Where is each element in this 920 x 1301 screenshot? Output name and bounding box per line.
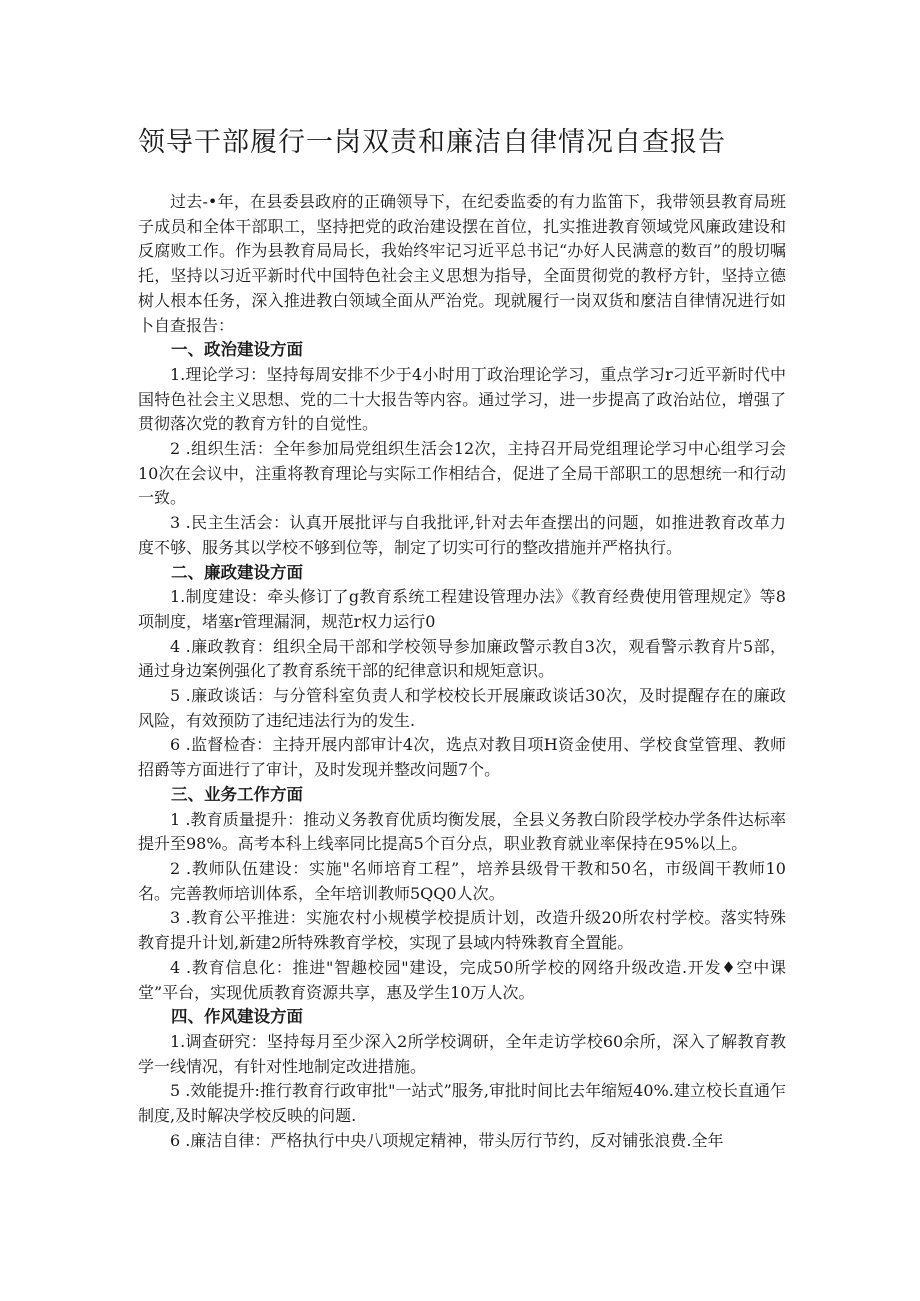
list-item: 4 .教育信息化：推进"智趣校园"建设，完成50所学校的网络升级改造.开发♦空中课堂”平台，实现优质教育资源共享，惠及学生10万人次。 xyxy=(138,957,786,1002)
section-work-style xyxy=(138,1005,786,1153)
list-item: 3 .民主生活会：认真开展批评与自我批评,针对去年查摆出的问题，如推进教育改革力度不够、服务其以学校不够到位等，制定了切实可行的整改措施并严格执行。 xyxy=(138,513,786,557)
list-item: 5 .廉政谈话：与分管科室负责人和学校校长开展廉政谈话30次，及时提醒存在的廉政风险，有效预防了违纪违法行为的发生. xyxy=(138,686,786,730)
section-political xyxy=(138,338,786,560)
intro-paragraph: 过去-•年，在县委县政府的正确领导下，在纪委监委的有力监笛下，我带领县教育局班子成员和全体干部职工，坚持把党的政治建设摆在首位，扎实推进教育领域党风廉政建设和反腐败工作。作为县教育局局长，我始终牢记习近平总书记“办好人民满意的数百”的殷切嘱托，坚持以习近平新时代中国特色社会主义思想为指导，全面贯彻党的教杼方针，坚持立德树人根本任务，深入推进教白领域全面从严治党。现就履行一岗双货和麼洁自律情况进行如卜自查报告： xyxy=(138,192,786,335)
section-integrity xyxy=(138,561,786,783)
list-item: 6 .监督检杳：主持开展内部审计4次，选点对教目项H资金使用、学校食堂管理、教师招爵等方面进行了审计，及时发现并整改问题7个。 xyxy=(138,735,786,780)
list-item: 2 .组织生活：全年参加局党组织生活会12次，主持召开局党组理论学习中心组学习会10次在会议中，注重将教育理论与实际工作相结合，促进了全局干部职工的思想统一和行动一致。 xyxy=(138,439,786,508)
list-item: 6 .廉洁自律：严格执行中央八项规定精神，带头厉行节约，反对铺张浪费.全年 xyxy=(170,1130,724,1150)
list-item: 2 .教师队伍建设：实施"名师培育工程”，培养县级骨干教和50名，市级阊干教师10名。完善教师培训体系，全年培训教师5QQ0人次。 xyxy=(138,858,786,903)
list-item: 3 .教育公平推进：实施农村小规模学校提质计划，改造升级20所农村学校。落实特殊教育提升计划,新建2所特殊教育学校，实现了县域内特殊教育全置能。 xyxy=(138,908,786,953)
list-item: 1.理论学习：坚持每周安排不少于4小时用丁政治理论学习，重点学习r刁近平新时代中国特色社会主义思想、党的二十大报告等内容。通过学习，进一步提高了政治站位，增强了贯彻落次党的教育方针的自觉性。 xyxy=(138,364,786,434)
document-title: 领导干部履行一岗双责和廉洁自律情况自查报告 xyxy=(138,127,726,158)
document-page xyxy=(138,118,786,1153)
section-heading: 三、业务工作方面 xyxy=(171,784,303,804)
section-heading: 二、廉政建设方面 xyxy=(171,562,303,582)
list-item: 1.调查研究：坚持每月至少深入2所学校调研，全年走访学校60余所，深入了解教育教学一线情况，有针对性地制定改进措施。 xyxy=(138,1031,786,1076)
section-heading: 四、作风建设方面 xyxy=(171,1007,303,1027)
list-item: 4 .廉政教育：组织全局干部和学校领导参加廉政警示教自3次，观看警示教育片5部，通过身边案例强化了教育系统干部的纪律意识和规矩意识。 xyxy=(138,636,786,681)
section-business xyxy=(138,783,786,1005)
list-item: 5 .效能提升:推行教育行政审批"一站式”服务,审批时间比去年缩短40%.建立校长直通乍制度,及时解决学校反映的问题. xyxy=(138,1081,786,1126)
list-item: 1.制度建设：牵头修订了g教育系统工程建设管理办法》《教育经费使用管理规定》等8项制度，堵塞r管理漏洞，规范r权力运行0 xyxy=(138,587,786,631)
list-item: 1 .教育质量提升：推动义务教育优质均衡发展，全县义务教白阶段学校办学条件达标率提升至98%。高考本科上线率同比提高5个百分点，职业教育就业率保持在95%以上。 xyxy=(138,809,786,854)
section-heading: 一、政治建设方面 xyxy=(171,340,303,360)
